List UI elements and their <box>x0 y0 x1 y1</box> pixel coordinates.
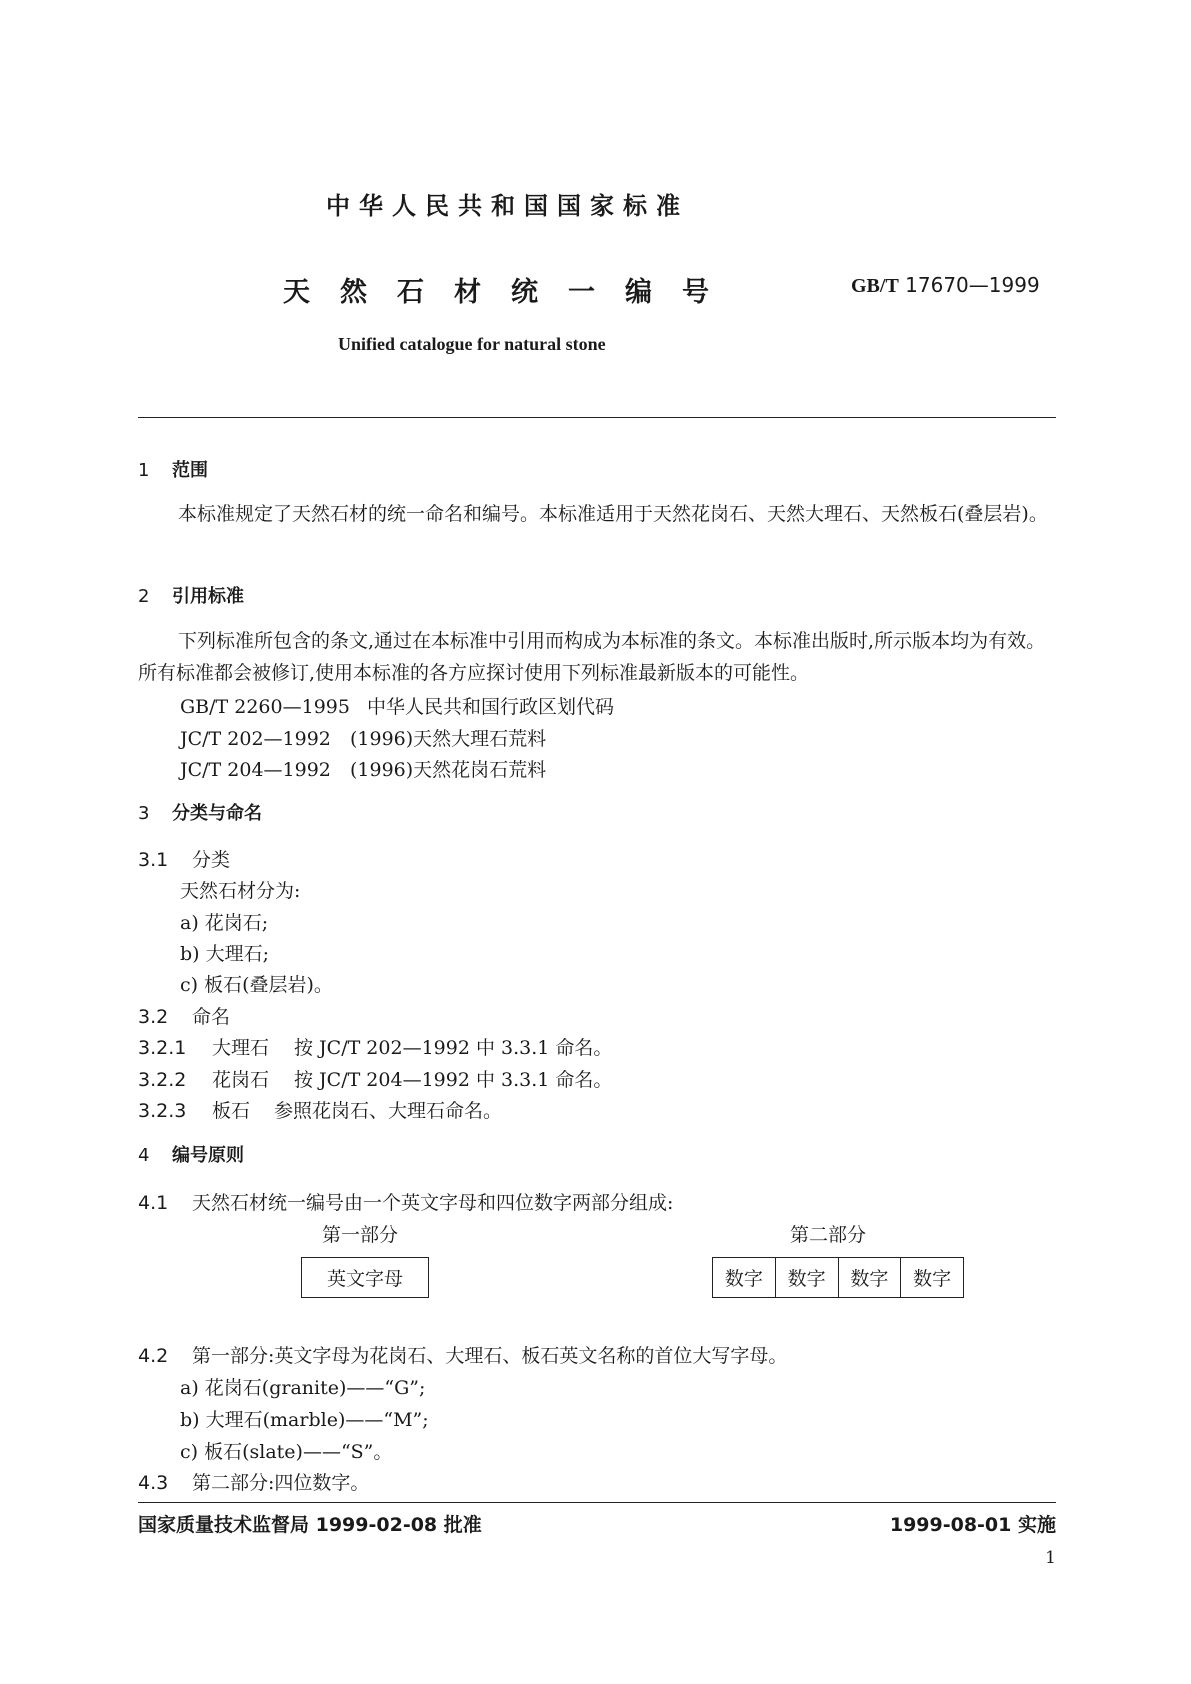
standard-type-heading: 中华人民共和国国家标准 <box>326 192 689 220</box>
english-subtitle: Unified catalogue for natural stone <box>338 334 606 354</box>
list-item: a) 花岗石(granite)——“G”; <box>180 1377 426 1399</box>
reference-title: (1996)天然大理石荒料 <box>350 728 547 750</box>
reference-code: JC/T 204—1992 <box>180 759 331 781</box>
effective-date: 1999-08-01 实施 <box>889 1514 1056 1536</box>
clause-text: 第二部分:四位数字。 <box>192 1472 370 1494</box>
section-number: 2 <box>138 586 150 607</box>
section-title: 范围 <box>172 460 208 481</box>
subclause-number: 3.2.1 <box>138 1037 187 1059</box>
clause-number: 3.2 <box>138 1006 169 1028</box>
reference-item <box>180 755 546 782</box>
digit-cell: 数字 <box>775 1258 838 1298</box>
clause-number: 4.2 <box>138 1345 169 1367</box>
approval-date: 国家质量技术监督局 1999-02-08 批准 <box>138 1514 482 1536</box>
list-item: b) 大理石; <box>180 943 270 965</box>
part-two-label: 第二部分 <box>790 1224 867 1246</box>
clause-4-2 <box>138 1341 787 1368</box>
section-number: 1 <box>138 460 150 481</box>
digit-cell: 数字 <box>838 1258 901 1298</box>
section-4-heading <box>138 1141 244 1167</box>
subclause-text: 按 JC/T 202—1992 中 3.3.1 命名。 <box>294 1037 613 1059</box>
digit-cell: 数字 <box>901 1258 964 1298</box>
clause-number: 4.1 <box>138 1192 169 1214</box>
reference-item <box>180 692 614 719</box>
part-one-label: 第一部分 <box>322 1224 399 1246</box>
clause-title: 分类 <box>192 849 231 871</box>
reference-code: JC/T 202—1992 <box>180 728 331 750</box>
page-number: 1 <box>1045 1548 1056 1568</box>
subclause-3-2-3 <box>138 1096 502 1123</box>
section-2-heading <box>138 582 244 608</box>
standard-code-number: 17670—1999 <box>905 273 1040 297</box>
clause-4-3 <box>138 1468 369 1495</box>
reference-title: (1996)天然花岗石荒料 <box>350 759 547 781</box>
letter-cell: 英文字母 <box>302 1258 429 1298</box>
clause-text: 天然石材统一编号由一个英文字母和四位数字两部分组成: <box>192 1192 674 1214</box>
subclause-number: 3.2.3 <box>138 1100 187 1122</box>
reference-code: GB/T 2260—1995 <box>180 696 350 718</box>
section-1-text: 本标准规定了天然石材的统一命名和编号。本标准适用于天然花岗石、天然大理石、天然板石(叠层岩)。 <box>178 503 1048 525</box>
clause-number: 4.3 <box>138 1472 169 1494</box>
list-item: b) 大理石(marble)——“M”; <box>180 1409 429 1431</box>
section-title: 分类与命名 <box>172 803 262 824</box>
standard-code-prefix: GB/T <box>851 275 899 297</box>
subclause-number: 3.2.2 <box>138 1069 187 1091</box>
section-number: 4 <box>138 1145 150 1166</box>
reference-title: 中华人民共和国行政区划代码 <box>367 696 615 718</box>
part-one-box <box>301 1257 429 1298</box>
footer-rule <box>138 1502 1056 1503</box>
section-title: 编号原则 <box>172 1145 244 1166</box>
reference-item <box>180 724 546 751</box>
clause-4-1 <box>138 1188 673 1215</box>
subclause-text: 按 JC/T 204—1992 中 3.3.1 命名。 <box>294 1069 613 1091</box>
section-title: 引用标准 <box>172 586 244 607</box>
subclause-name: 板石 <box>212 1100 251 1122</box>
list-item: a) 花岗石; <box>180 912 269 934</box>
digit-cell: 数字 <box>713 1258 776 1298</box>
subclause-text: 参照花岗石、大理石命名。 <box>274 1100 503 1122</box>
subclause-name: 花岗石 <box>212 1069 270 1091</box>
document-title: 天然石材统一编号 <box>283 277 739 308</box>
subclause-name: 大理石 <box>212 1037 270 1059</box>
section-3-heading <box>138 799 262 825</box>
clause-3-2 <box>138 1002 230 1029</box>
subclause-3-2-2 <box>138 1065 612 1092</box>
section-number: 3 <box>138 803 150 824</box>
part-two-box <box>712 1257 964 1298</box>
section-2-text: 下列标准所包含的条文,通过在本标准中引用而构成为本标准的条文。本标准出版时,所示版本均为有效。所有标准都会被修订,使用本标准的各方应探讨使用下列标准最新版本的可能性。 <box>138 630 1046 684</box>
list-item: c) 板石(叠层岩)。 <box>180 974 333 996</box>
section-1-heading <box>138 456 208 482</box>
subclause-3-2-1 <box>138 1033 612 1060</box>
standard-code <box>851 273 1040 298</box>
clause-text: 第一部分:英文字母为花岗石、大理石、板石英文名称的首位大写字母。 <box>192 1345 788 1367</box>
clause-intro: 天然石材分为: <box>180 880 301 902</box>
clause-title: 命名 <box>192 1006 231 1028</box>
clause-number: 3.1 <box>138 849 169 871</box>
header-rule <box>138 417 1056 418</box>
list-item: c) 板石(slate)——“S”。 <box>180 1441 393 1463</box>
clause-3-1 <box>138 845 230 872</box>
